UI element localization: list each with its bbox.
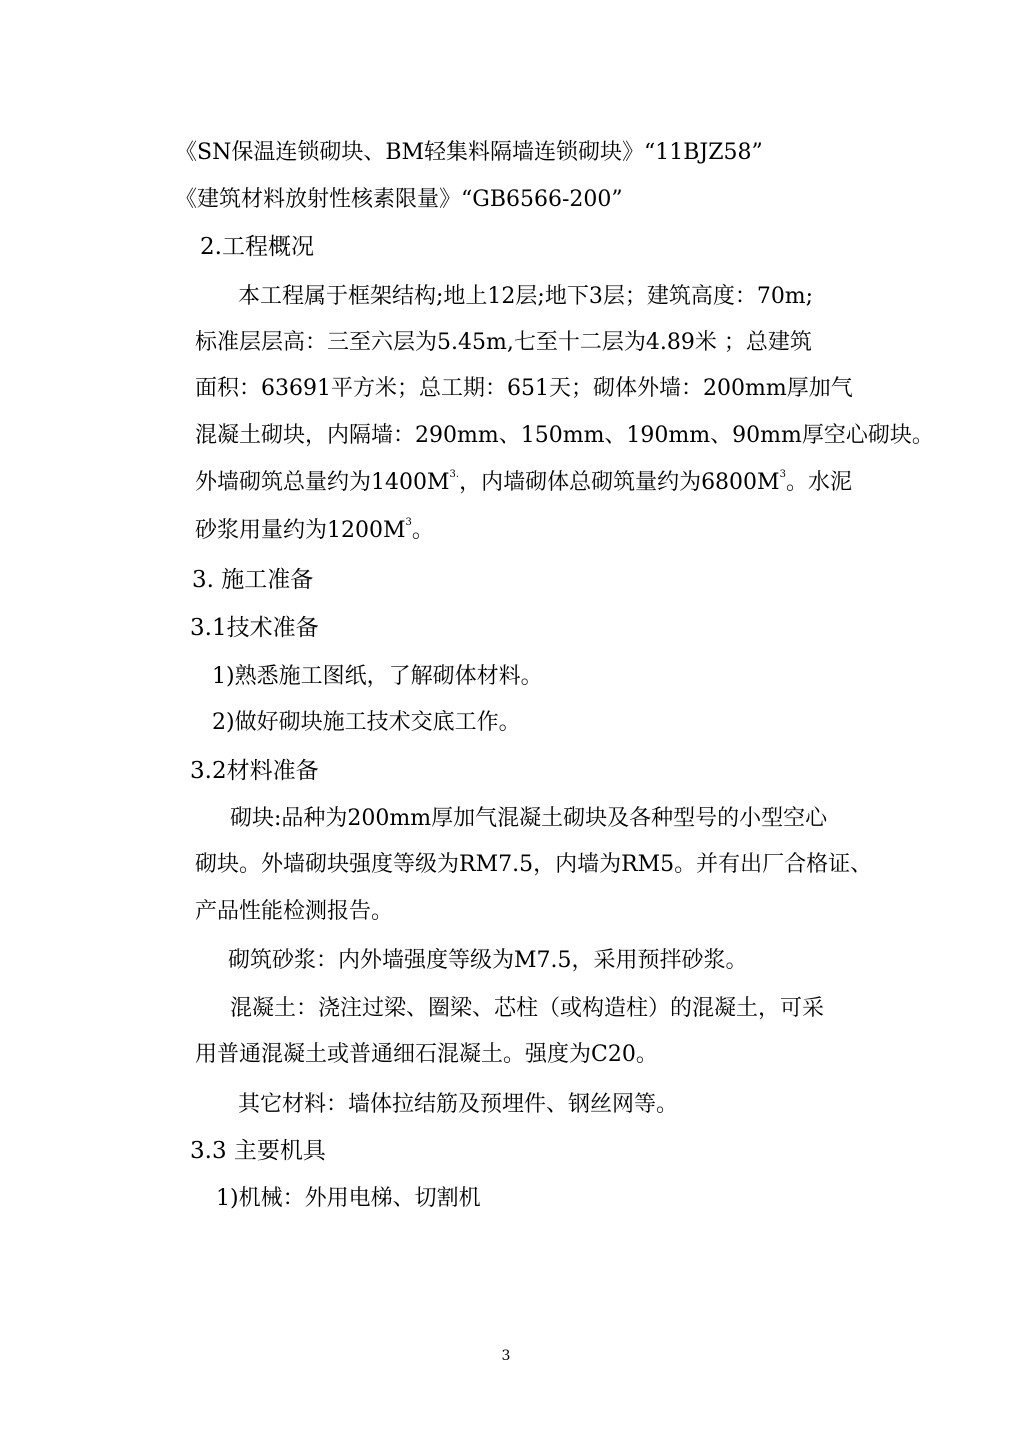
sec31-item-1: 1)熟悉施工图纸，了解砌体材料。 <box>212 664 543 689</box>
sec32-line-7: 其它材料：墙体拉结筋及预埋件、钢丝网等。 <box>238 1092 679 1117</box>
sec2-line-5 <box>195 468 852 498</box>
section-3-2-heading: 3.2材料准备 <box>190 758 319 784</box>
sec2-line-5-part-c: 。水泥 <box>785 470 852 495</box>
sec2-line-6-part-b: 。 <box>411 518 434 543</box>
sec32-line-3: 产品性能检测报告。 <box>195 899 394 924</box>
sec2-line-5-part-b: ，内墙砌体总砌筑量约为6800M <box>459 470 780 495</box>
page-number: 3 <box>501 1348 511 1364</box>
sec33-item-1: 1)机械：外用电梯、切割机 <box>216 1186 481 1211</box>
reference-standard-2: 《建筑材料放射性核素限量》“GB6566-200” <box>175 187 623 212</box>
sec2-line-6-part-a: 砂浆用量约为1200M <box>195 518 406 543</box>
section-2-heading: 2.工程概况 <box>200 234 314 260</box>
sec2-line-1: 本工程属于框架结构;地上12层;地下3层；建筑高度：70m; <box>238 284 814 309</box>
superscript-3: 3. <box>449 469 460 480</box>
sec2-line-5-part-a: 外墙砌筑总量约为1400M <box>195 470 450 495</box>
sec32-line-6: 用普通混凝土或普通细石混凝土。强度为C20。 <box>195 1042 658 1067</box>
reference-standard-1: 《SN保温连锁砌块、BM轻集料隔墙连锁砌块》“11BJZ58” <box>175 140 763 165</box>
superscript-3: 3 <box>405 517 412 528</box>
sec31-item-2: 2)做好砌块施工技术交底工作。 <box>212 710 521 735</box>
sec32-line-4: 砌筑砂浆：内外墙强度等级为M7.5，采用预拌砂浆。 <box>228 948 748 973</box>
sec32-line-2: 砌块。外墙砌块强度等级为RM7.5，内墙为RM5。并有出厂合格证、 <box>195 852 873 877</box>
section-3-1-heading: 3.1技术准备 <box>190 615 319 641</box>
sec2-line-6 <box>195 516 434 546</box>
sec32-line-1: 砌块:品种为200mm厚加气混凝土砌块及各种型号的小型空心 <box>230 806 828 831</box>
sec2-line-4: 混凝土砌块，内隔墙：290mm、150mm、190mm、90mm厚空心砌块。 <box>195 423 934 448</box>
section-3-heading: 3. 施工准备 <box>192 567 314 593</box>
sec2-line-3: 面积：63691平方米；总工期：651天；砌体外墙：200mm厚加气 <box>195 376 853 401</box>
sec2-line-2: 标准层层高：三至六层为5.45m,七至十二层为4.89米 ；总建筑 <box>195 330 812 355</box>
superscript-3: 3 <box>779 469 786 480</box>
sec32-line-5: 混凝土：浇注过梁、圈梁、芯柱（或构造柱）的混凝土，可采 <box>230 996 825 1021</box>
section-3-3-heading: 3.3 主要机具 <box>190 1138 326 1164</box>
